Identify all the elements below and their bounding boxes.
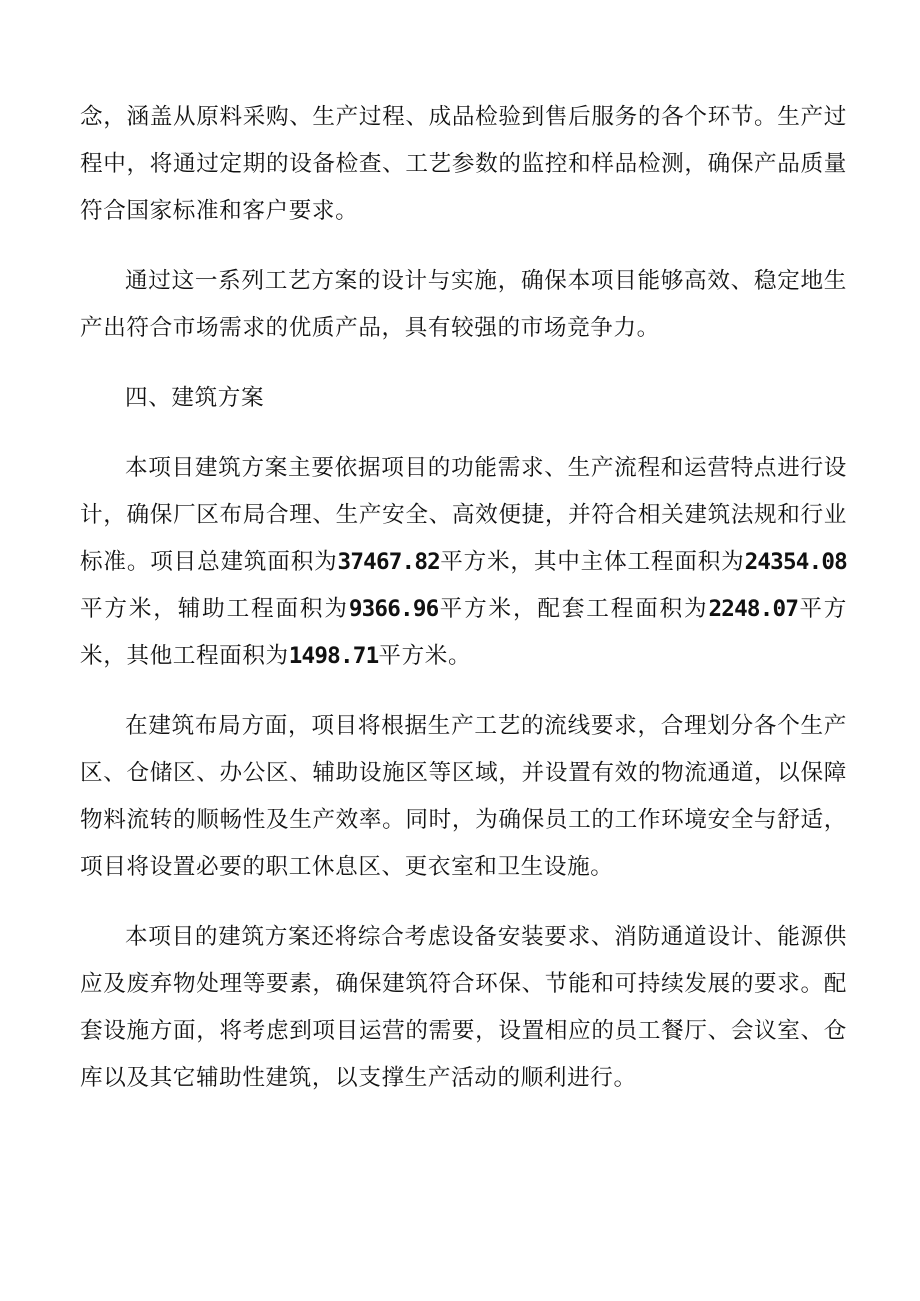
paragraph-process-summary: 通过这一系列工艺方案的设计与实施，确保本项目能够高效、稳定地生产出符合市场需求的优质产品，具有较强的市场竞争力。 [80, 268, 847, 341]
paragraph-supporting-facilities: 本项目的建筑方案还将综合考虑设备安装要求、消防通道设计、能源供应及废弃物处理等要素，确保建筑符合环保、节能和可持续发展的要求。配套设施方面，将考虑到项目运营的需要，设置相应的员工餐厅、会议室、仓库以及其它辅助性建筑，以支撑生产活动的顺利进行。 [80, 924, 847, 1091]
text-segment: 本项目建筑方案主要依据项目的功能需求、生产流程和运营特点进行设计，确保厂区布局合理、生产安全、高效便捷，并符合相关建筑法规和行业标准。项目总建筑面积为 [80, 455, 847, 575]
text-segment: 平方米，配套工程面积为 [438, 596, 709, 622]
text-segment: 平方米，其他工程面积为 [80, 596, 847, 669]
main-area-value: 24354.08 [744, 549, 847, 575]
total-area-value: 37467.82 [337, 549, 440, 575]
text-segment: 平方米，辅助工程面积为 [80, 596, 349, 622]
paragraph-quality-control: 念，涵盖从原料采购、生产过程、成品检验到售后服务的各个环节。生产过程中，将通过定期的设备检查、工艺参数的监控和样品检测，确保产品质量符合国家标准和客户要求。 [80, 104, 847, 224]
text-segment: 平方米。 [378, 643, 472, 669]
support-area-value: 2248.07 [708, 596, 799, 622]
section-heading: 四、建筑方案 [125, 385, 265, 411]
paragraph-building-layout: 在建筑布局方面，项目将根据生产工艺的流线要求，合理划分各个生产区、仓储区、办公区、辅助设施区等区域，并设置有效的物流通道，以保障物料流转的顺畅性及生产效率。同时，为确保员工的工作环境安全与舒适，项目将设置必要的职工休息区、更衣室和卫生设施。 [80, 713, 847, 880]
text-segment: 平方米，其中主体工程面积为 [439, 549, 745, 575]
paragraph-building-plan [80, 445, 847, 680]
aux-area-value: 9366.96 [348, 596, 439, 622]
document-page [80, 94, 847, 1125]
other-area-value: 1498.71 [288, 643, 379, 669]
